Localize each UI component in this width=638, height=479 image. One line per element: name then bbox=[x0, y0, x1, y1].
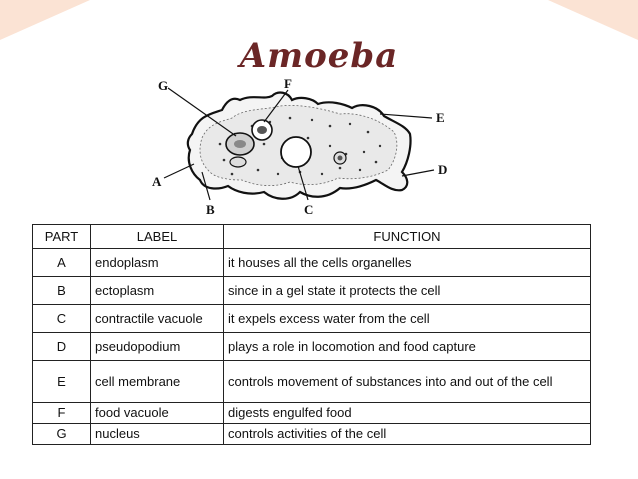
cell-label: endoplasm bbox=[91, 249, 224, 277]
cell-part: A bbox=[33, 249, 91, 277]
header-label: LABEL bbox=[91, 225, 224, 249]
cell-function: plays a role in locomotion and food capture bbox=[224, 333, 591, 361]
cell-label: nucleus bbox=[91, 424, 224, 445]
diagram-label-b: B bbox=[206, 202, 215, 217]
table-row bbox=[33, 333, 591, 361]
cell-function: it expels excess water from the cell bbox=[224, 305, 591, 333]
cell-function: since in a gel state it protects the cell bbox=[224, 277, 591, 305]
diagram-label-e: E bbox=[436, 110, 445, 125]
corner-decoration-left bbox=[0, 0, 90, 40]
cell-part: D bbox=[33, 333, 91, 361]
table-row bbox=[33, 424, 591, 445]
cell-part: E bbox=[33, 361, 91, 403]
cell-part: B bbox=[33, 277, 91, 305]
cell-part: C bbox=[33, 305, 91, 333]
corner-decoration-right bbox=[548, 0, 638, 40]
table-header-row bbox=[33, 225, 591, 249]
contractile-vacuole-shape bbox=[281, 137, 311, 167]
amoeba-parts-table bbox=[32, 224, 591, 445]
table-row bbox=[33, 249, 591, 277]
table-row bbox=[33, 361, 591, 403]
table-row bbox=[33, 403, 591, 424]
header-part: PART bbox=[33, 225, 91, 249]
diagram-label-g: G bbox=[158, 78, 169, 93]
table-row bbox=[33, 277, 591, 305]
cell-function: digests engulfed food bbox=[224, 403, 591, 424]
cell-function: controls activities of the cell bbox=[224, 424, 591, 445]
diagram-label-d: D bbox=[438, 162, 448, 177]
diagram-label-c: C bbox=[304, 202, 314, 217]
cell-function: controls movement of substances into and out of the cell bbox=[224, 361, 591, 403]
page-title: Amoeba bbox=[239, 36, 399, 76]
cell-label: ectoplasm bbox=[91, 277, 224, 305]
cell-label: cell membrane bbox=[91, 361, 224, 403]
amoeba-diagram bbox=[140, 74, 480, 224]
cell-label: food vacuole bbox=[91, 403, 224, 424]
cell-function: it houses all the cells organelles bbox=[224, 249, 591, 277]
cell-label: pseudopodium bbox=[91, 333, 224, 361]
header-function: FUNCTION bbox=[224, 225, 591, 249]
table-row bbox=[33, 305, 591, 333]
diagram-label-a: A bbox=[152, 174, 162, 189]
cell-part: F bbox=[33, 403, 91, 424]
cell-label: contractile vacuole bbox=[91, 305, 224, 333]
diagram-label-f: F bbox=[284, 76, 292, 91]
cell-part: G bbox=[33, 424, 91, 445]
